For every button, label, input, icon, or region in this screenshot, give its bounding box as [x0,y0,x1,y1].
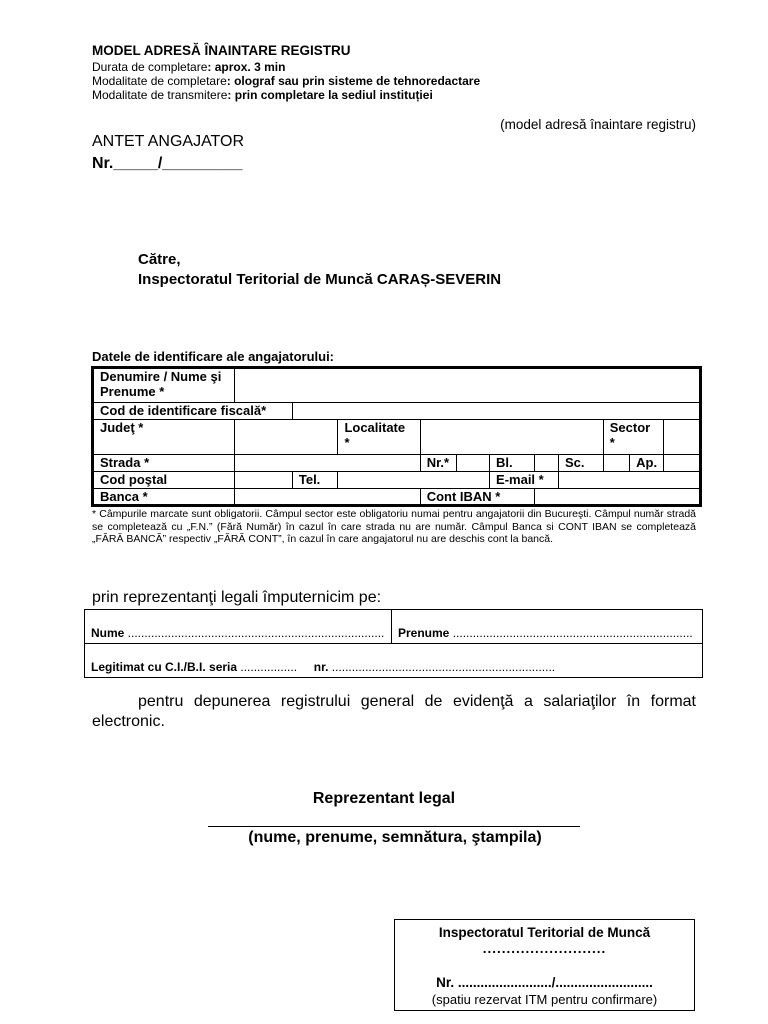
bl-field[interactable] [535,455,559,472]
durata-value: : aprox. 3 min [207,60,286,74]
employer-section-title: Datele de identificare ale angajatorului: [92,349,335,364]
legitimat-label: Legitimat cu C.I./B.I. seria [91,660,238,674]
durata-label: Durata de completare [92,60,208,74]
tel-label: Tel. [292,472,338,489]
judet-field[interactable] [235,420,338,455]
durata-line [92,60,285,74]
model-note: (model adresă înaintare registru) [500,117,696,132]
modalitate-label: Modalitate de completare [92,74,227,88]
cont-iban-label: Cont IBAN * [420,489,534,506]
ap-label: Ap. [630,455,664,472]
nr-field[interactable] [457,455,490,472]
nume-dots: ............................................................................. [124,626,385,640]
representative-table [84,609,703,678]
seria-dots: ................. [237,660,298,674]
banca-field[interactable] [235,489,421,506]
strada-label: Strada * [93,455,235,472]
denumire-field[interactable] [235,368,701,403]
itm-box-dots: .......................... [482,941,607,956]
cod-fiscal-label: Cod de identificare fiscală* [93,403,293,420]
recipient-name: Inspectoratul Teritorial de Muncă CARAȘ-SEVERIN [138,271,502,288]
itm-box-note: (spatiu rezervat ITM pentru confirmare) [431,992,658,1007]
signature-caption: (nume, prenume, semnătura, ştampila) [248,829,542,846]
itm-box-number: Nr. ........................./.......................... [436,975,653,990]
transmitere-label: Modalitate de transmitere [92,88,228,102]
denumire-label: Denumire / Nume şi Prenume * [93,368,235,403]
catre-label: Către, [138,251,181,268]
modalitate-value: : olograf sau prin sisteme de tehnoredactare [226,74,481,88]
cod-postal-field[interactable] [235,472,293,489]
nr-ci-dots: ................................................................... [328,660,556,674]
itm-confirmation-box [394,919,695,1011]
cont-iban-field[interactable] [535,489,701,506]
nume-cell[interactable] [85,610,392,644]
sc-label: Sc. [558,455,603,472]
sector-label: Sector * [603,420,663,455]
antet-angajator: ANTET ANGAJATOR [92,133,245,150]
prenume-label: Prenume [398,626,450,640]
representatives-title: prin reprezentanţi legali împuternicim pe: [92,589,382,606]
nr-label: Nr.* [420,455,456,472]
footnote: * Câmpurile marcate sunt obligatorii. Câmpul sector este obligatoriu numai pentru angajatorii din Bucureşti. Câmpul număr stradă se completează cu „F.N.” (Fără Număr) în cazul în care strada nu are număr. Câmpul Banca si CONT IBAN se completează „FĂRĂ BANCĂ” respectiv „FĂRĂ CONT”, în cazul în care angajatorul nu are deschis cont la bancă. [92,508,696,545]
tel-field[interactable] [338,472,490,489]
localitate-field[interactable] [420,420,603,455]
localitate-label: Localitate * [338,420,420,455]
banca-label: Banca * [93,489,235,506]
purpose-text: pentru depunerea registrului general de evidenţă a salariaţilor în format electronic. [92,693,696,730]
registration-number: Nr._____/_________ [92,155,243,172]
employer-table [91,366,702,507]
cod-postal-label: Cod poştal [93,472,235,489]
email-label: E-mail * [490,472,559,489]
signature-line [208,826,580,827]
prenume-cell[interactable] [392,610,703,644]
itm-box-title: Inspectoratul Teritorial de Muncă [438,925,651,940]
bl-label: Bl. [490,455,535,472]
sector-field[interactable] [664,420,701,455]
form-title: MODEL ADRESĂ ÎNAINTARE REGISTRU [92,43,351,58]
email-field[interactable] [558,472,700,489]
prenume-dots: ........................................................................ [449,626,693,640]
transmitere-value: : prin completare la sediul instituției [227,88,433,102]
legitimat-cell[interactable] [85,644,703,678]
judet-label: Judeţ * [93,420,235,455]
ap-field[interactable] [664,455,701,472]
signature-title: Reprezentant legal [312,790,456,807]
cod-fiscal-field[interactable] [292,403,700,420]
modalitate-line [92,74,480,88]
transmitere-line [92,88,433,102]
sc-field[interactable] [603,455,629,472]
nr-ci-label: nr. [313,660,329,674]
nume-label: Nume [91,626,125,640]
strada-field[interactable] [235,455,421,472]
